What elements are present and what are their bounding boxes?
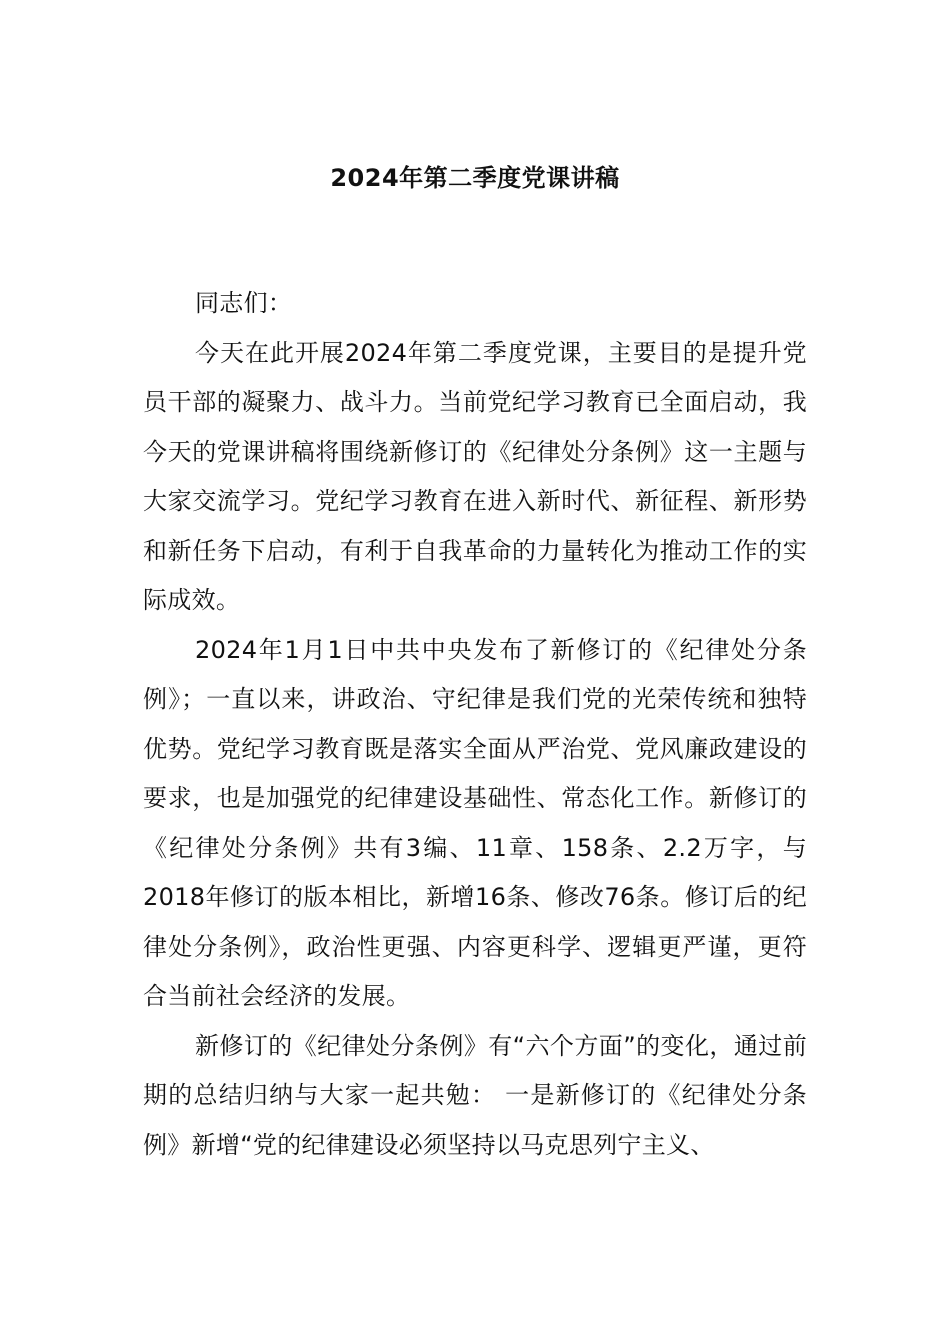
paragraph-1: 今天在此开展2024年第二季度党课，主要目的是提升党员干部的凝聚力、战斗力。当前党纪学习教育已全面启动，我今天的党课讲稿将围绕新修订的《纪律处分条例》这一主题与大家交流学习。党纪学习教育在进入新时代、新征程、新形势和新任务下启动，有利于自我革命的力量转化为推动工作的实际成效。	[143, 338, 807, 614]
paragraph-3: 新修订的《纪律处分条例》有“六个方面”的变化，通过前期的总结归纳与大家一起共勉： 一是新修订的《纪律处分条例》新增“党的纪律建设必须坚持以马克思列宁主义、	[143, 1031, 807, 1159]
paragraph-2: 2024年1月1日中共中央发布了新修订的《纪律处分条例》；一直以来，讲政治、守纪律是我们党的光荣传统和独特优势。党纪学习教育既是落实全面从严治党、党风廉政建设的要求，也是加强党的纪律建设基础性、常态化工作。新修订的《纪律处分条例》共有3编、11章、158条、2.2万字，与2018年修订的版本相比，新增16条、修改76条。修订后的纪律处分条例》，政治性更强、内容更科学、逻辑更严谨，更符合当前社会经济的发展。	[143, 635, 807, 1010]
document-body	[143, 279, 807, 1170]
salutation: 同志们：	[195, 289, 293, 317]
document-title: 2024年第二季度党课讲稿	[330, 164, 620, 192]
